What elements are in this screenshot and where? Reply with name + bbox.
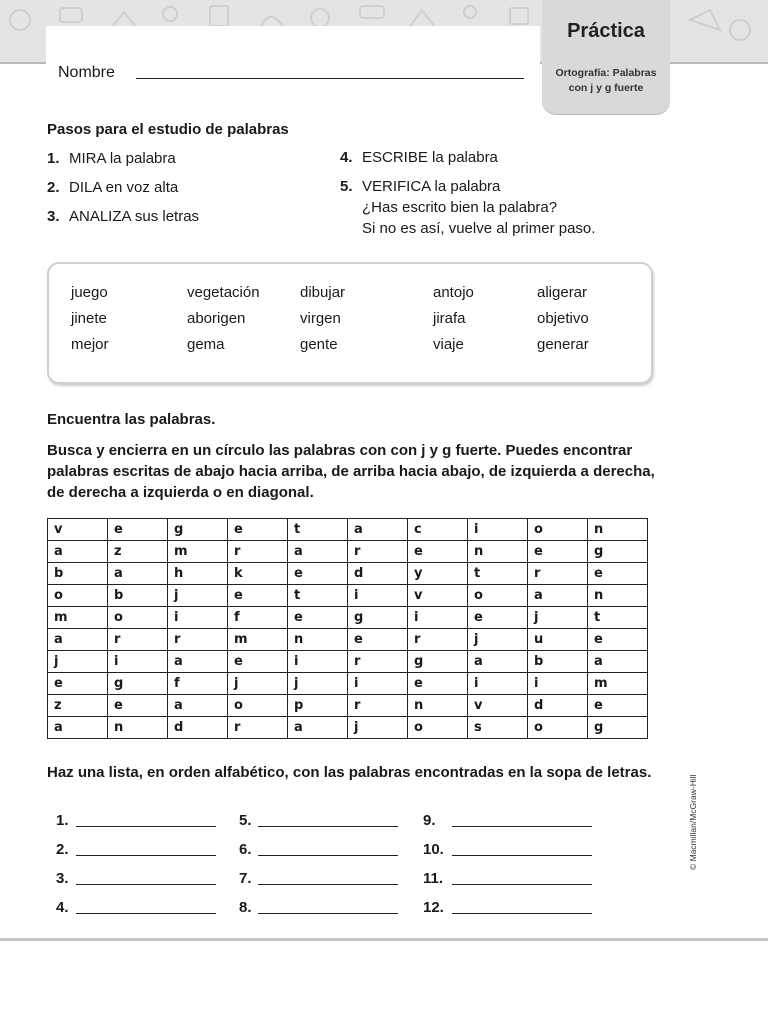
answer-number: 4. [56,899,69,916]
grid-cell[interactable]: b [108,585,168,607]
grid-cell[interactable]: j [168,585,228,607]
grid-cell[interactable]: b [528,651,588,673]
step-text: ESCRIBE la palabra [362,149,498,166]
grid-cell[interactable]: e [468,607,528,629]
grid-cell[interactable]: e [288,563,348,585]
subtitle-line-1: Ortografía: Palabras [555,67,657,79]
grid-cell[interactable]: r [348,695,408,717]
answer-line[interactable] [452,913,592,914]
grid-cell[interactable]: e [288,607,348,629]
grid-cell[interactable]: a [588,651,648,673]
word: virgen [300,310,341,327]
grid-cell[interactable]: z [108,541,168,563]
step-number: 5. [340,178,353,195]
grid-cell[interactable]: j [48,651,108,673]
grid-cell[interactable]: i [348,673,408,695]
step-number: 3. [47,208,60,225]
step-4 [340,147,498,168]
grid-cell[interactable]: o [468,585,528,607]
grid-cell[interactable]: n [468,541,528,563]
grid-cell[interactable]: i [168,607,228,629]
grid-cell[interactable]: r [168,629,228,651]
grid-cell[interactable]: v [408,585,468,607]
word: gente [300,336,338,353]
answer-number: 10. [423,841,444,858]
find-instructions: Busca y encierra en un círculo las palabras con con j y g fuerte. Puedes encontrar palabras escritas de abajo hacia arriba, de arriba hacia abajo, de izquierda a derecha, de derecha a izquierda o en diagonal. [47,442,655,501]
grid-cell[interactable]: y [408,563,468,585]
step-5 [340,176,595,239]
grid-cell[interactable]: f [168,673,228,695]
grid-cell[interactable]: i [108,651,168,673]
grid-cell[interactable]: t [288,519,348,541]
grid-row [48,607,648,629]
step-text: VERIFICA la palabra [362,178,501,195]
grid-row [48,585,648,607]
grid-row [48,717,648,739]
grid-cell[interactable]: o [48,585,108,607]
grid-cell[interactable]: a [168,695,228,717]
grid-cell[interactable]: e [228,651,288,673]
name-label: Nombre [58,64,115,81]
grid-cell[interactable]: v [48,519,108,541]
grid-cell[interactable]: a [348,519,408,541]
grid-cell[interactable]: n [288,629,348,651]
answer-line[interactable] [258,884,398,885]
bottom-rule [0,938,768,941]
grid-cell[interactable]: a [468,651,528,673]
grid-cell[interactable]: t [288,585,348,607]
answer-line[interactable] [76,826,216,827]
grid-cell[interactable]: e [408,673,468,695]
grid-cell[interactable]: j [468,629,528,651]
word: objetivo [537,310,589,327]
step-number: 1. [47,150,60,167]
grid-cell[interactable]: r [528,563,588,585]
grid-cell[interactable]: g [348,607,408,629]
grid-cell[interactable]: g [588,717,648,739]
grid-cell[interactable]: a [48,541,108,563]
grid-cell[interactable]: e [588,563,648,585]
answer-line[interactable] [76,913,216,914]
grid-cell[interactable]: m [588,673,648,695]
grid-cell[interactable]: e [108,519,168,541]
grid-cell[interactable]: r [408,629,468,651]
grid-cell[interactable]: e [228,585,288,607]
grid-cell[interactable]: z [48,695,108,717]
grid-cell[interactable]: i [348,585,408,607]
step-1 [47,148,176,169]
grid-cell[interactable]: e [528,541,588,563]
grid-cell[interactable]: s [468,717,528,739]
copyright: © Macmillan/McGraw-Hill [688,774,698,870]
grid-row [48,563,648,585]
word: dibujar [300,284,346,301]
word: jinete [71,310,107,327]
grid-cell[interactable]: d [528,695,588,717]
steps-heading: Pasos para el estudio de palabras [47,121,289,138]
word-search-grid [47,518,648,739]
answer-number: 6. [239,841,252,858]
grid-cell[interactable]: e [348,629,408,651]
grid-cell[interactable]: h [168,563,228,585]
grid-cell[interactable]: m [48,607,108,629]
grid-cell[interactable]: c [408,519,468,541]
answer-number: 8. [239,899,252,916]
grid-cell[interactable]: r [228,717,288,739]
grid-cell[interactable]: g [588,541,648,563]
verify-line-1: ¿Has escrito bien la palabra? [362,199,558,216]
grid-cell[interactable]: e [108,695,168,717]
grid-cell[interactable]: o [108,607,168,629]
word: generar [537,336,589,353]
grid-cell[interactable]: n [588,519,648,541]
grid-cell[interactable]: g [168,519,228,541]
name-field[interactable] [136,78,524,79]
grid-cell[interactable]: o [528,717,588,739]
practica-tab [542,0,670,114]
grid-cell[interactable]: n [408,695,468,717]
word: viaje [433,336,464,353]
grid-cell[interactable]: e [588,695,648,717]
grid-cell[interactable]: r [228,541,288,563]
answer-line[interactable] [76,855,216,856]
grid-cell[interactable]: b [48,563,108,585]
answer-number: 1. [56,812,69,829]
grid-row [48,541,648,563]
step-text: DILA en voz alta [69,179,179,196]
grid-cell[interactable]: e [408,541,468,563]
grid-cell[interactable]: i [288,651,348,673]
grid-row [48,695,648,717]
answer-line[interactable] [258,855,398,856]
grid-cell[interactable]: d [168,717,228,739]
step-2 [47,177,178,198]
answer-line[interactable] [452,884,592,885]
answer-line[interactable] [452,855,592,856]
grid-cell[interactable]: u [528,629,588,651]
grid-cell[interactable]: r [348,541,408,563]
grid-cell[interactable]: f [228,607,288,629]
grid-cell[interactable]: e [588,629,648,651]
grid-cell[interactable]: a [288,717,348,739]
grid-cell[interactable]: j [228,673,288,695]
grid-cell[interactable]: a [528,585,588,607]
find-heading: Encuentra las palabras. [47,411,216,428]
grid-cell[interactable]: r [108,629,168,651]
word: juego [71,284,108,301]
grid-cell[interactable]: a [48,717,108,739]
answer-number: 3. [56,870,69,887]
word-box [47,262,653,384]
grid-cell[interactable]: o [228,695,288,717]
word: aborigen [187,310,246,327]
subtitle-line-2: con j y g fuerte [568,82,644,94]
word: vegetación [187,284,260,301]
grid-cell[interactable]: d [348,563,408,585]
step-text: ANALIZA sus letras [69,208,200,225]
grid-cell[interactable]: e [48,673,108,695]
grid-cell[interactable]: p [288,695,348,717]
grid-cell[interactable]: o [528,519,588,541]
grid-row [48,673,648,695]
grid-cell[interactable]: k [228,563,288,585]
word: jirafa [433,310,466,327]
grid-cell[interactable]: i [468,519,528,541]
word: antojo [433,284,474,301]
word: gema [187,336,225,353]
step-3 [47,206,199,227]
grid-cell[interactable]: j [528,607,588,629]
grid-row [48,651,648,673]
practica-subtitle [548,66,664,96]
answer-number: 12. [423,899,444,916]
grid-cell[interactable]: r [348,651,408,673]
grid-cell[interactable]: m [228,629,288,651]
grid-cell[interactable]: t [588,607,648,629]
grid-cell[interactable]: m [168,541,228,563]
grid-row [48,519,648,541]
grid-cell[interactable]: e [228,519,288,541]
word: aligerar [537,284,588,301]
grid-cell[interactable]: j [348,717,408,739]
answer-line[interactable] [76,884,216,885]
grid-cell[interactable]: t [468,563,528,585]
step-number: 4. [340,149,353,166]
grid-cell[interactable]: a [168,651,228,673]
grid-cell[interactable]: i [528,673,588,695]
grid-cell[interactable]: v [468,695,528,717]
grid-cell[interactable]: a [108,563,168,585]
grid-cell[interactable]: i [408,607,468,629]
grid-cell[interactable]: a [288,541,348,563]
answer-number: 7. [239,870,252,887]
answer-number: 5. [239,812,252,829]
step-number: 2. [47,179,60,196]
name-panel [46,26,540,94]
verify-line-2: Si no es así, vuelve al primer paso. [362,220,596,237]
answer-number: 2. [56,841,69,858]
answer-number: 11. [423,870,444,887]
practica-title: Práctica [567,20,645,42]
step-text: MIRA la palabra [69,150,176,167]
grid-cell[interactable]: g [408,651,468,673]
word: mejor [71,336,109,353]
grid-cell[interactable]: o [408,717,468,739]
list-instructions: Haz una lista, en orden alfabético, con las palabras encontradas en la sopa de letras. [47,764,652,781]
grid-cell[interactable]: n [588,585,648,607]
grid-row [48,629,648,651]
answer-line[interactable] [258,913,398,914]
answer-number: 9. [423,812,436,829]
grid-cell[interactable]: i [468,673,528,695]
grid-cell[interactable]: a [48,629,108,651]
answer-line[interactable] [258,826,398,827]
grid-cell[interactable]: j [288,673,348,695]
answer-line[interactable] [452,826,592,827]
grid-cell[interactable]: n [108,717,168,739]
grid-cell[interactable]: g [108,673,168,695]
